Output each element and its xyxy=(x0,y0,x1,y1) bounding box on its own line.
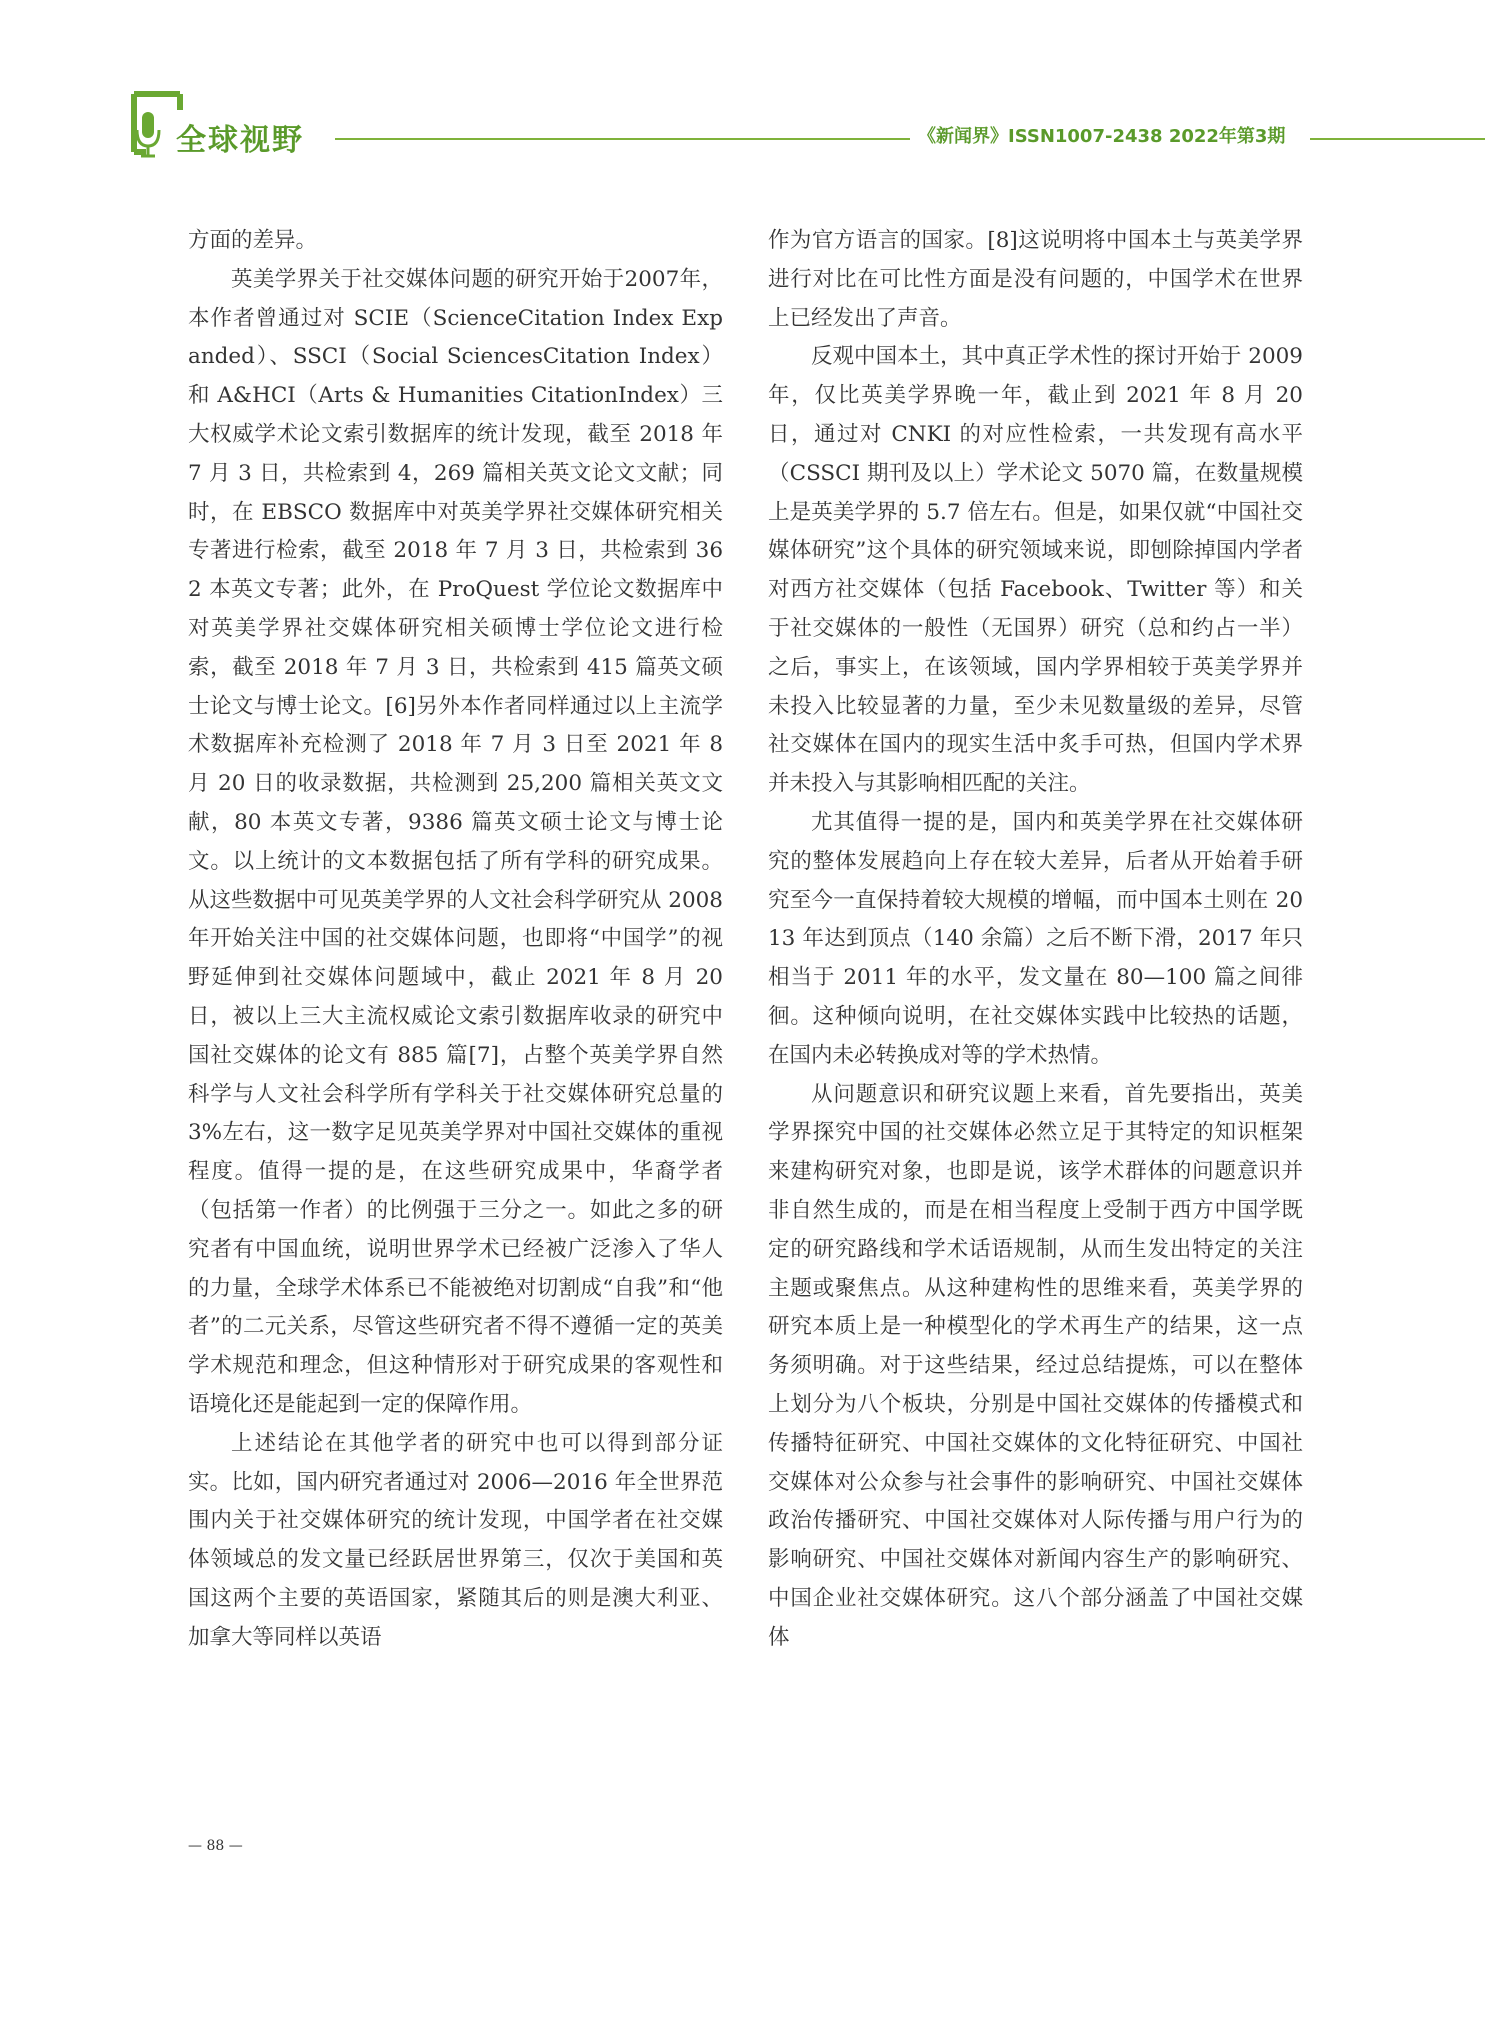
header-rule-right xyxy=(1310,138,1485,140)
paragraph: 从问题意识和研究议题上来看，首先要指出，英美学界探究中国的社交媒体必然立足于其特定的知识框架来建构研究对象，也即是说，该学术群体的问题意识并非自然生成的，而是在相当程度上受制于西方中国学既定的研究路线和学术话语规制，从而生发出特定的关注主题或聚焦点。从这种建构性的思维来看，英美学界的研究本质上是一种模型化的学术再生产的结果，这一点务须明确。对于这些结果，经过总结提炼，可以在整体上划分为八个板块，分别是中国社交媒体的传播模式和传播特征研究、中国社交媒体的文化特征研究、中国社交媒体对公众参与社会事件的影响研究、中国社交媒体政治传播研究、中国社交媒体对人际传播与用户行为的影响研究、中国社交媒体对新闻内容生产的影响研究、中国企业社交媒体研究。这八个部分涵盖了中国社交媒体 xyxy=(768,1081,1303,1650)
page-number: — 88 — xyxy=(188,1838,243,1854)
paragraph: 英美学界关于社交媒体问题的研究开始于2007年，本作者曾通过对 SCIE（ScienceCitation Index Expanded）、SSCI（Social SciencesCitation Index）和 A&HCI（Arts & Humanities CitationIndex）三大权威学术论文索引数据库的统计发现，截至 2018 年 7 月 3 日，共检索到 4，269 篇相关英文论文文献；同时，在 EBSCO 数据库中对英美学界社交媒体研究相关专著进行检索，截至 2018 年 7 月 3 日，共检索到 362 本英文专著；此外，在 ProQuest 学位论文数据库中对英美学界社交媒体研究相关硕博士学位论文进行检索，截至 2018 年 7 月 3 日，共检索到 415 篇英文硕士论文与博士论文。[6]另外本作者同样通过以上主流学术数据库补充检测了 2018 年 7 月 3 日至 2021 年 8 月 20 日的收录数据，共检测到 25,200 篇相关英文文献，80 本英文专著，9386 篇英文硕士论文与博士论文。以上统计的文本数据包括了所有学科的研究成果。从这些数据中可见英美学界的人文社会科学研究从 2008 年开始关注中国的社交媒体问题，也即将“中国学”的视野延伸到社交媒体问题域中，截止 2021 年 8 月 20 日，被以上三大主流权威论文索引数据库收录的研究中国社交媒体的论文有 885 篇[7]，占整个英美学界自然科学与人文社会科学所有学科关于社交媒体研究总量的 3%左右，这一数字足见英美学界对中国社交媒体的重视程度。值得一提的是，在这些研究成果中，华裔学者（包括第一作者）的比例强于三分之一。如此之多的研究者有中国血统，说明世界学术已经被广泛渗入了华人的力量，全球学术体系已不能被绝对切割成“自我”和“他者”的二元关系，尽管这些研究者不得不遵循一定的英美学术规范和理念，但这种情形对于研究成果的客观性和语境化还是能起到一定的保障作用。 xyxy=(188,266,723,1417)
right-column xyxy=(768,222,1303,1657)
journal-info: 《新闻界》ISSN1007-2438 2022年第3期 xyxy=(918,126,1286,147)
paragraph: 上述结论在其他学者的研究中也可以得到部分证实。比如，国内研究者通过对 2006—2016 年全世界范围内关于社交媒体研究的统计发现，中国学者在社交媒体领域总的发文量已经跃居世界第三，仅次于美国和英国这两个主要的英语国家，紧随其后的则是澳大利亚、加拿大等同样以英语 xyxy=(188,1430,723,1650)
paragraph: 反观中国本土，其中真正学术性的探讨开始于 2009 年，仅比英美学界晚一年，截止到 2021 年 8 月 20 日，通过对 CNKI 的对应性检索，一共发现有高水平（CSSCI 期刊及以上）学术论文 5070 篇，在数量规模上是英美学界的 5.7 倍左右。但是，如果仅就“中国社交媒体研究”这个具体的研究领域来说，即刨除掉国内学者对西方社交媒体（包括 Facebook、Twitter 等）和关于社交媒体的一般性（无国界）研究（总和约占一半）之后，事实上，在该领域，国内学界相较于英美学界并未投入比较显著的力量，至少未见数量级的差异，尽管社交媒体在国内的现实生活中炙手可热，但国内学术界并未投入与其影响相匹配的关注。 xyxy=(768,344,1303,797)
section-title: 全球视野 xyxy=(176,123,304,158)
page-header xyxy=(0,0,1500,200)
paragraph: 作为官方语言的国家。[8]这说明将中国本土与英美学界进行对比在可比性方面是没有问题的，中国学术在世界上已经发出了声音。 xyxy=(768,228,1303,331)
paragraph: 尤其值得一提的是，国内和英美学界在社交媒体研究的整体发展趋向上存在较大差异，后者从开始着手研究至今一直保持着较大规模的增幅，而中国本土则在 2013 年达到顶点（140 余篇）之后不断下滑，2017 年只相当于 2011 年的水平，发文量在 80—100 篇之间徘徊。这种倾向说明，在社交媒体实践中比较热的话题，在国内未必转换成对等的学术热情。 xyxy=(768,809,1303,1068)
paragraph: 方面的差异。 xyxy=(188,228,318,253)
left-column xyxy=(188,222,723,1657)
header-rule-left xyxy=(335,138,910,140)
